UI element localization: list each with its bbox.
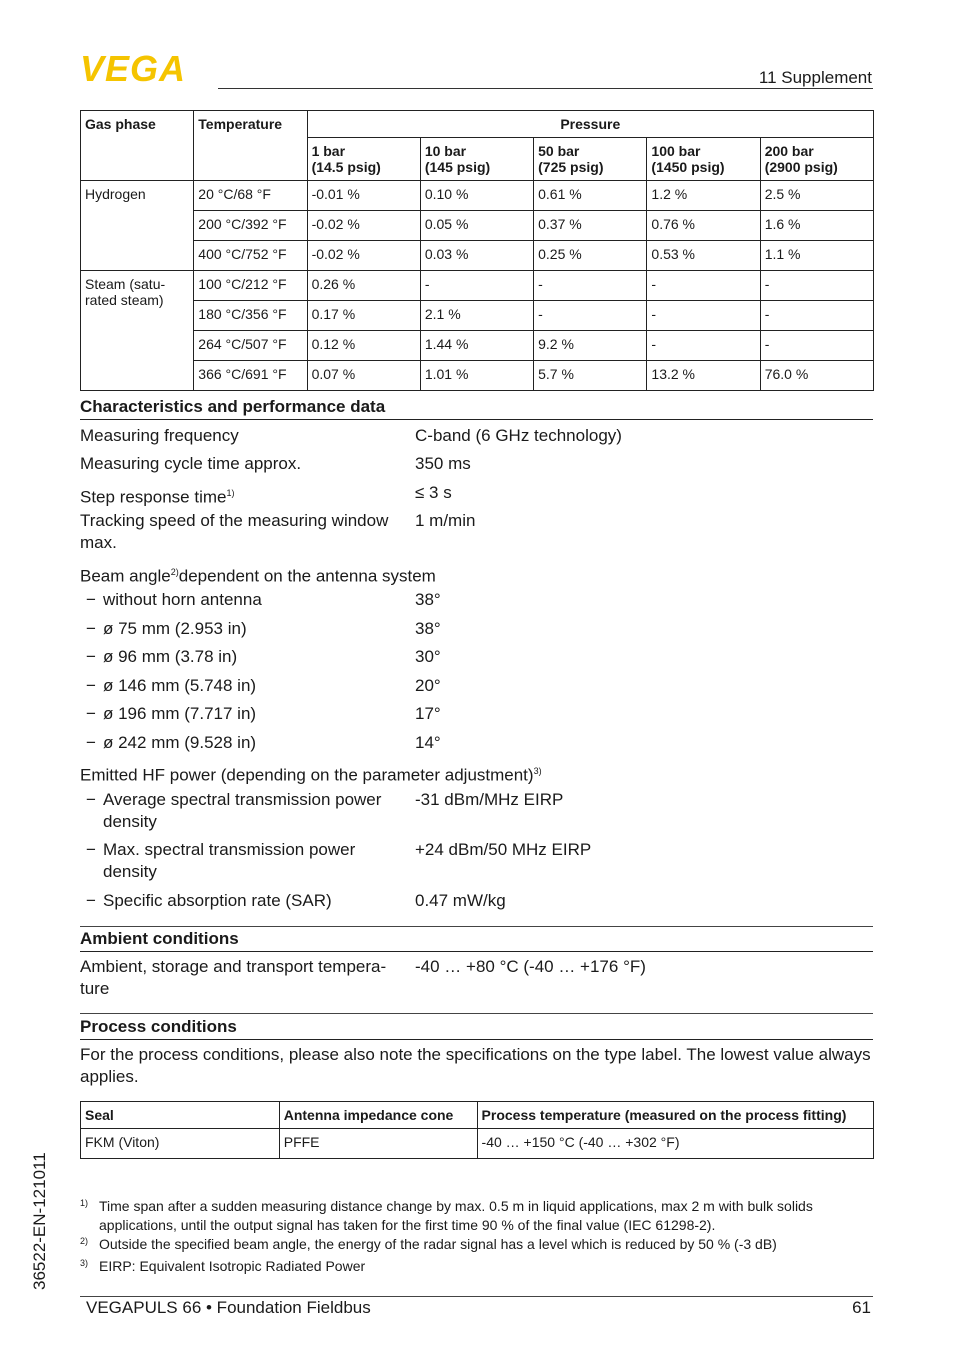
beam-label: ø 196 mm (7.717 in) — [103, 704, 257, 723]
dash-bullet: − — [86, 676, 96, 695]
spec-value: 350 ms — [415, 454, 471, 473]
gas-cell: Steam (satu- rated steam) — [81, 271, 194, 391]
pressure-1bar: 1 bar (14.5 psig) — [307, 138, 420, 181]
pressure-10bar: 10 bar (145 psig) — [420, 138, 533, 181]
value-cell: - — [647, 331, 760, 361]
hf-label: Max. spectral transmission power density — [103, 840, 356, 881]
temp-cell: 180 °C/356 °F — [194, 301, 307, 331]
spec-label: Emitted HF power (depending on the parameter adjustment) — [80, 765, 534, 785]
hf-label: Specific absorption rate (SAR) — [103, 891, 332, 910]
value-cell: 1.01 % — [420, 361, 533, 391]
temp-cell: 200 °C/392 °F — [194, 211, 307, 241]
beam-label: ø 96 mm (3.78 in) — [103, 647, 238, 666]
footnote-number: 3) — [80, 1258, 89, 1268]
value-cell: 0.12 % — [307, 331, 420, 361]
value-cell: - — [647, 301, 760, 331]
value-cell: 1.1 % — [760, 241, 873, 271]
footnote-text: EIRP: Equivalent Isotropic Radiated Power — [99, 1258, 366, 1274]
table-row — [81, 271, 874, 301]
value-cell: - — [647, 271, 760, 301]
spec-row — [80, 760, 873, 787]
beam-label: ø 75 mm (2.953 in) — [103, 619, 247, 638]
gas-cell: Hydrogen — [81, 181, 194, 271]
col-pressure: Pressure — [307, 111, 873, 138]
value-cell: 0.17 % — [307, 301, 420, 331]
hf-value: +24 dBm/50 MHz EIRP — [415, 840, 592, 859]
beam-value: 30° — [415, 647, 441, 666]
value-cell: 0.10 % — [420, 181, 533, 211]
seal-table — [80, 1101, 874, 1159]
dash-bullet: − — [86, 704, 96, 723]
header-rule — [218, 88, 873, 89]
seal-cell: FKM (Viton) — [81, 1129, 280, 1159]
value-cell: 0.05 % — [420, 211, 533, 241]
table-row — [81, 301, 874, 331]
dash-bullet: − — [86, 790, 96, 809]
value-cell: 5.7 % — [534, 361, 647, 391]
spec-row — [80, 561, 873, 588]
pressure-100bar: 100 bar (1450 psig) — [647, 138, 760, 181]
value-cell: 0.03 % — [420, 241, 533, 271]
beam-value: 17° — [415, 704, 441, 723]
hf-value: 0.47 mW/kg — [415, 891, 506, 910]
footnote-number: 1) — [80, 1198, 89, 1208]
spec-label: Step response time — [80, 487, 227, 507]
value-cell: - — [420, 271, 533, 301]
value-cell: 76.0 % — [760, 361, 873, 391]
table-row — [81, 1129, 874, 1159]
value-cell: 1.2 % — [647, 181, 760, 211]
value-cell: - — [760, 301, 873, 331]
page-number: 61 — [852, 1298, 871, 1317]
cone-cell: PFFE — [279, 1129, 477, 1159]
table-row — [81, 331, 874, 361]
ambient-title: Ambient conditions — [80, 929, 873, 952]
process-note: For the process conditions, please also note the specifications on the type label. The lowest value always applies. — [80, 1045, 871, 1086]
beam-value: 20° — [415, 676, 441, 695]
spec-label: Tracking speed of the measuring window max. — [80, 511, 389, 552]
value-cell: 1.44 % — [420, 331, 533, 361]
beam-value: 38° — [415, 619, 441, 638]
value-cell: 0.53 % — [647, 241, 760, 271]
value-cell: 2.1 % — [420, 301, 533, 331]
hf-label: Average spectral transmission power density — [103, 790, 382, 831]
pressure-50bar: 50 bar (725 psig) — [534, 138, 647, 181]
footer-rule — [80, 1296, 873, 1297]
spec-value: C-band (6 GHz technology) — [415, 426, 622, 445]
temp-cell: 400 °C/752 °F — [194, 241, 307, 271]
spec-label: Measuring frequency — [80, 426, 239, 445]
value-cell: - — [534, 271, 647, 301]
dash-bullet: − — [86, 840, 96, 859]
footnote-ref: 1) — [226, 488, 235, 498]
spec-value: -40 … +80 °C (-40 … +176 °F) — [415, 957, 646, 976]
table-row — [81, 361, 874, 391]
col-process-temp: Process temperature (measured on the process fitting) — [477, 1102, 873, 1129]
value-cell: 1.6 % — [760, 211, 873, 241]
temp-cell: 264 °C/507 °F — [194, 331, 307, 361]
footnote-text: Outside the specified beam angle, the energy of the radar signal has a level which is reduced by 50 % (-3 dB) — [99, 1236, 777, 1252]
value-cell: -0.01 % — [307, 181, 420, 211]
value-cell: 0.61 % — [534, 181, 647, 211]
spec-label: Beam angle — [80, 566, 171, 586]
dash-bullet: − — [86, 619, 96, 638]
value-cell: 0.76 % — [647, 211, 760, 241]
product-name: VEGAPULS 66 • Foundation Fieldbus — [86, 1298, 371, 1317]
value-cell: -0.02 % — [307, 241, 420, 271]
process-title: Process conditions — [80, 1017, 873, 1040]
value-cell: 13.2 % — [647, 361, 760, 391]
dash-bullet: − — [86, 891, 96, 910]
value-cell: - — [760, 271, 873, 301]
pressure-200bar: 200 bar (2900 psig) — [760, 138, 873, 181]
value-cell: - — [760, 331, 873, 361]
spec-label: Ambient, storage and transport tempera- ture — [80, 957, 387, 998]
characteristics-title: Characteristics and performance data — [80, 397, 873, 420]
section-title: 11 Supplement — [758, 68, 872, 87]
value-cell: 0.26 % — [307, 271, 420, 301]
table-row — [81, 211, 874, 241]
temp-cell: -40 … +150 °C (-40 … +302 °F) — [477, 1129, 873, 1159]
beam-label: ø 146 mm (5.748 in) — [103, 676, 257, 695]
table-row — [81, 181, 874, 211]
spec-value: ≤ 3 s — [415, 483, 452, 502]
svg-text:VEGA: VEGA — [80, 52, 187, 84]
dash-bullet: − — [86, 590, 96, 609]
col-antenna-cone: Antenna impedance cone — [279, 1102, 477, 1129]
beam-label: ø 242 mm (9.528 in) — [103, 733, 257, 752]
dash-bullet: − — [86, 733, 96, 752]
spec-value: dependent on the antenna system — [178, 566, 436, 586]
dash-bullet: − — [86, 647, 96, 666]
col-gas-phase: Gas phase — [81, 111, 194, 181]
value-cell: 0.25 % — [534, 241, 647, 271]
value-cell: 9.2 % — [534, 331, 647, 361]
temp-cell: 366 °C/691 °F — [194, 361, 307, 391]
value-cell: 0.37 % — [534, 211, 647, 241]
hf-value: -31 dBm/MHz EIRP — [415, 790, 564, 809]
beam-value: 14° — [415, 733, 441, 752]
spec-label: Measuring cycle time approx. — [80, 454, 302, 473]
gas-phase-table — [80, 110, 874, 391]
value-cell: 2.5 % — [760, 181, 873, 211]
beam-value: 38° — [415, 590, 441, 609]
vega-logo — [80, 52, 212, 84]
value-cell: - — [534, 301, 647, 331]
col-seal: Seal — [81, 1102, 280, 1129]
col-temperature: Temperature — [194, 111, 307, 181]
beam-label: without horn antenna — [103, 590, 262, 609]
temp-cell: 100 °C/212 °F — [194, 271, 307, 301]
value-cell: 0.07 % — [307, 361, 420, 391]
section-divider — [80, 1013, 873, 1014]
footnote-ref: 2) — [170, 567, 179, 577]
table-row — [81, 241, 874, 271]
spec-value: 1 m/min — [415, 511, 476, 530]
value-cell: -0.02 % — [307, 211, 420, 241]
document-id: 36522-EN-121011 — [30, 1152, 49, 1290]
footnote-text: Time span after a sudden measuring distance change by max. 0.5 m in liquid applications, max 2 m with bulk solids applications, until the output signal has taken for the first time 90 % of the final value (IEC 61298-2). — [99, 1198, 813, 1233]
temp-cell: 20 °C/68 °F — [194, 181, 307, 211]
footnote-number: 2) — [80, 1236, 89, 1246]
section-divider — [80, 926, 873, 927]
footnote-ref: 3) — [533, 766, 542, 776]
